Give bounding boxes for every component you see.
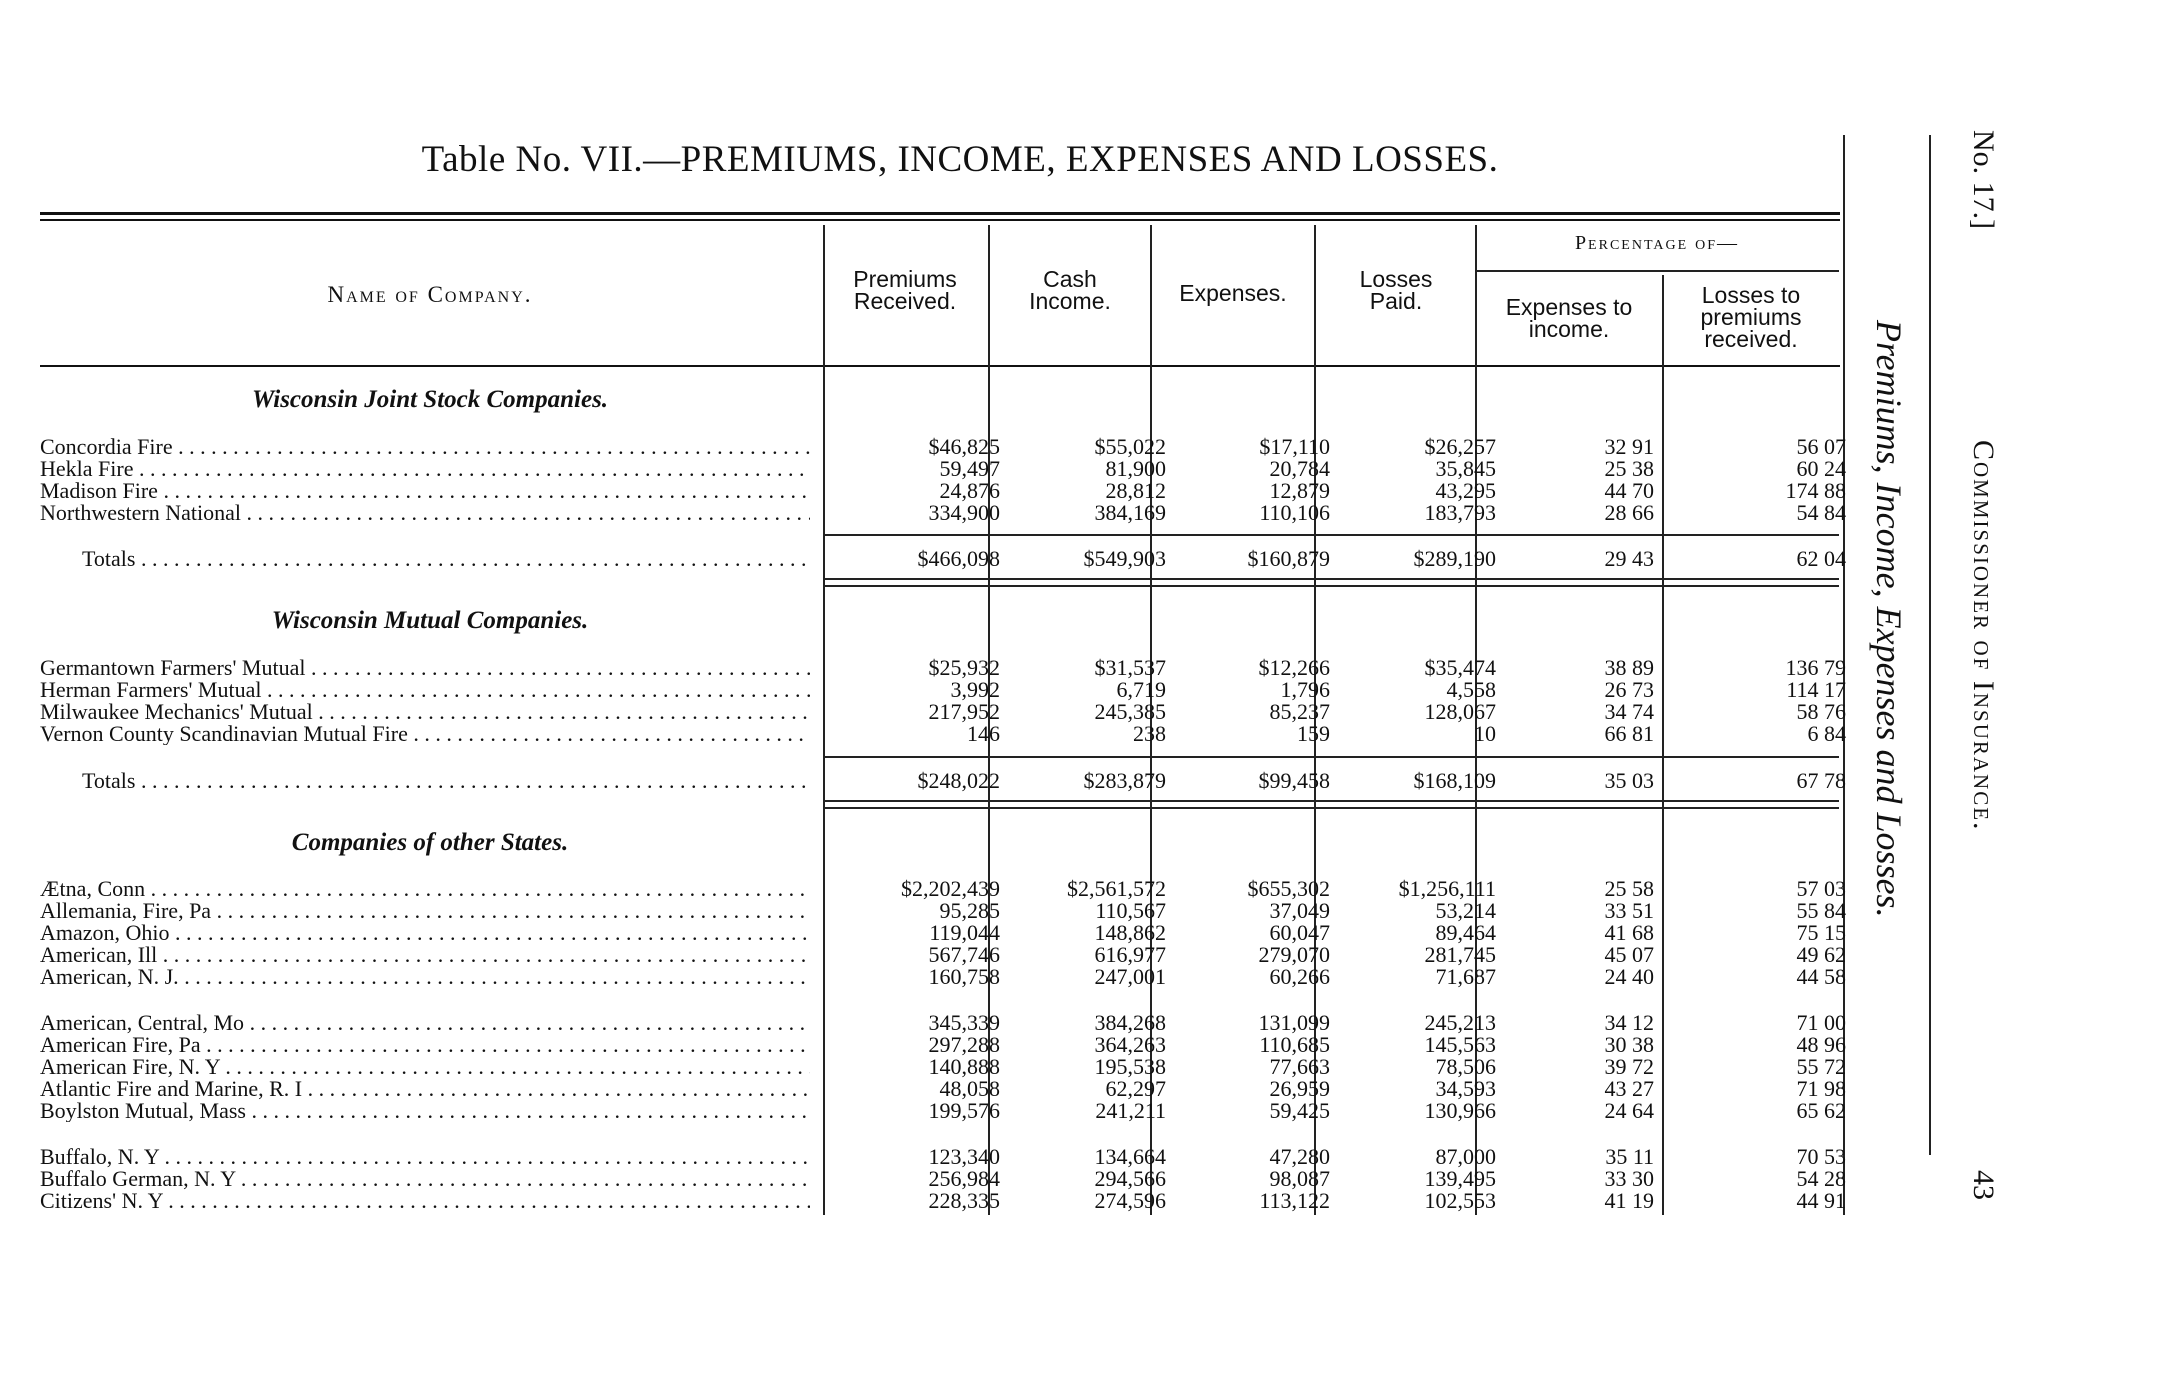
column-header-loss-to-prem: Losses to premiums received. [1700,282,1802,352]
top-rule-2 [40,219,1840,221]
table-row [40,942,1846,967]
expenses-value: 60,266 [1269,964,1330,989]
cash-income-value: 195,538 [1094,1054,1166,1079]
company-name: Allemania, Fire, Pa . . . [40,900,810,922]
column-header-percentage-of: Percentage of— [1574,232,1740,254]
cash-income-value: 110,567 [1095,898,1166,923]
table-row [40,500,1846,525]
exp-pct-value: 32 91 [1604,434,1654,459]
exp-pct-total: 35 03 [1604,768,1654,793]
premiums-value: 345,339 [928,1010,1000,1035]
losses-total: $168,109 [1413,768,1496,793]
premiums-value: 567,746 [928,942,1000,967]
table-row [40,434,1846,459]
expenses-value: 47,280 [1269,1144,1330,1169]
loss-pct-value: 55 72 [1796,1054,1846,1079]
expenses-value: $655,302 [1247,876,1330,901]
exp-pct-value: 38 89 [1604,655,1654,680]
losses-value: $26,257 [1424,434,1496,459]
losses-value: 43,295 [1435,478,1496,503]
company-name: Amazon, Ohio . . . [40,922,810,944]
loss-pct-value: 44 58 [1796,964,1846,989]
cash-income-value: $2,561,572 [1067,876,1166,901]
company-name: Madison Fire . . . [40,480,810,502]
table-row [40,1032,1846,1057]
premiums-value: 95,285 [939,898,1000,923]
column-header-exp-to-income: Expenses to income. [1505,294,1633,342]
expenses-value: 85,237 [1269,699,1330,724]
loss-pct-value: 75 15 [1796,920,1846,945]
exp-pct-value: 33 30 [1604,1166,1654,1191]
exp-pct-value: 34 74 [1604,699,1654,724]
loss-pct-value: 56 07 [1796,434,1846,459]
expenses-value: 113,122 [1259,1188,1330,1213]
loss-pct-value: 48 96 [1796,1032,1846,1057]
company-name: American Fire, Pa . . . [40,1034,810,1056]
cash-income-value: 245,385 [1094,699,1166,724]
premiums-value: 297,288 [928,1032,1000,1057]
running-header [1960,130,2000,1230]
issue-number: No. 17.] [1967,130,2000,230]
company-name: Buffalo German, N. Y . . . [40,1168,810,1190]
expenses-value: 20,784 [1269,456,1330,481]
cash-income-value: 238 [1133,721,1166,746]
cash-income-value: 274,596 [1094,1188,1166,1213]
total-double-rule [825,800,1839,802]
section-title: Companies of other States. [291,829,569,856]
company-name: Vernon County Scandinavian Mutual Fire . . . [40,723,810,745]
premiums-value: 119,044 [929,920,1000,945]
premiums-value: 199,576 [928,1098,1000,1123]
loss-pct-value: 49 62 [1796,942,1846,967]
table-row [40,456,1846,481]
losses-value: 130,966 [1424,1098,1496,1123]
premiums-value: $46,825 [928,434,1000,459]
premiums-value: 334,900 [928,500,1000,525]
losses-value: 78,506 [1435,1054,1496,1079]
premiums-value: 24,876 [939,478,1000,503]
cash-income-value: 134,664 [1094,1144,1166,1169]
table-row [40,920,1846,945]
losses-value: 53,214 [1435,898,1496,923]
percentage-rule [1477,270,1839,272]
losses-value: 71,687 [1435,964,1496,989]
loss-pct-value: 136 79 [1785,655,1846,680]
totals-row [40,768,1846,793]
subtotal-rule [825,756,1839,758]
losses-value: 128,067 [1424,699,1496,724]
losses-value: 89,464 [1435,920,1496,945]
loss-pct-value: 57 03 [1796,876,1846,901]
loss-pct-value: 71 98 [1796,1076,1846,1101]
header-bottom-rule [40,365,1840,367]
premiums-total: $466,098 [917,546,1000,571]
cash-income-total: $283,879 [1083,768,1166,793]
table-row [40,876,1846,901]
expenses-value: 37,049 [1269,898,1330,923]
column-header-premiums: Premiums Received. [853,266,957,314]
loss-pct-value: 71 00 [1796,1010,1846,1035]
company-name: Herman Farmers' Mutual . . . [40,679,810,701]
expenses-value: 98,087 [1269,1166,1330,1191]
loss-pct-total: 67 78 [1796,768,1846,793]
loss-pct-value: 44 91 [1796,1188,1846,1213]
cash-income-value: 247,001 [1094,964,1166,989]
table-row [40,1166,1846,1191]
losses-value: 139,495 [1424,1166,1496,1191]
column-header-losses: Losses Paid. [1359,266,1433,314]
expenses-value: 279,070 [1258,942,1330,967]
table-row [40,964,1846,989]
cash-income-value: 616,977 [1094,942,1166,967]
loss-pct-total: 62 04 [1796,546,1846,571]
column-header-cash-income: Cash Income. [1029,266,1111,314]
company-name: American, Central, Mo . . . [40,1012,810,1034]
company-name: Ætna, Conn . . . [40,878,810,900]
losses-value: $35,474 [1424,655,1496,680]
total-double-rule [825,578,1839,580]
company-name: American Fire, N. Y . . . [40,1056,810,1078]
total-double-rule [825,585,1839,587]
top-rule [40,212,1840,215]
column-header-expenses: Expenses. [1179,280,1287,306]
commissioner-title: Commissioner of Insurance. [1967,440,2000,832]
exp-pct-value: 26 73 [1604,677,1654,702]
premiums-value: 140,888 [928,1054,1000,1079]
company-name: Boylston Mutual, Mass . . . [40,1100,810,1122]
cash-income-value: 81,900 [1105,456,1166,481]
losses-value: 87,000 [1435,1144,1496,1169]
column-header-name: Name of Company. [327,282,533,307]
table-row [40,699,1846,724]
loss-pct-value: 70 53 [1796,1144,1846,1169]
cash-income-value: 384,169 [1094,500,1166,525]
total-double-rule [825,807,1839,809]
losses-value: 4,558 [1446,677,1496,702]
losses-value: $1,256,111 [1398,876,1496,901]
table-row [40,721,1846,746]
expenses-total: $99,458 [1258,768,1330,793]
cash-income-value: 241,211 [1095,1098,1166,1123]
losses-value: 102,553 [1424,1188,1496,1213]
premiums-value: 123,340 [928,1144,1000,1169]
losses-value: 10 [1474,721,1496,746]
losses-value: 245,213 [1424,1010,1496,1035]
exp-pct-value: 33 51 [1604,898,1654,923]
cash-income-value: $55,022 [1094,434,1166,459]
expenses-value: 77,663 [1269,1054,1330,1079]
exp-pct-value: 43 27 [1604,1076,1654,1101]
losses-value: 35,845 [1435,456,1496,481]
totals-label: Totals . . . [82,770,810,792]
table-row [40,655,1846,680]
premiums-total: $248,022 [917,768,1000,793]
premiums-value: 256,984 [928,1166,1000,1191]
company-name: Northwestern National . . . [40,502,810,524]
expenses-value: 12,879 [1269,478,1330,503]
loss-pct-value: 58 76 [1796,699,1846,724]
premiums-value: 146 [967,721,1000,746]
company-name: Concordia Fire . . . [40,436,810,458]
exp-pct-value: 45 07 [1604,942,1654,967]
expenses-value: 1,796 [1280,677,1330,702]
expenses-total: $160,879 [1247,546,1330,571]
premiums-value: 3,992 [950,677,1000,702]
expenses-value: 159 [1297,721,1330,746]
right-border-2 [1929,135,1931,1155]
expenses-value: 60,047 [1269,920,1330,945]
premiums-value: $2,202,439 [901,876,1000,901]
totals-row [40,546,1846,571]
expenses-value: 26,959 [1269,1076,1330,1101]
premiums-value: 160,758 [928,964,1000,989]
exp-pct-value: 41 68 [1604,920,1654,945]
exp-pct-value: 39 72 [1604,1054,1654,1079]
exp-pct-value: 41 19 [1604,1188,1654,1213]
exp-pct-value: 66 81 [1604,721,1654,746]
side-title: Premiums, Income, Expenses and Losses. [1869,320,1909,918]
table-row [40,1098,1846,1123]
loss-pct-value: 55 84 [1796,898,1846,923]
expenses-value: 59,425 [1269,1098,1330,1123]
cash-income-value: 294,566 [1094,1166,1166,1191]
loss-pct-value: 60 24 [1796,456,1846,481]
expenses-value: $17,110 [1259,434,1330,459]
exp-pct-value: 35 11 [1605,1144,1654,1169]
company-name: American, Ill . . . [40,944,810,966]
loss-pct-value: 114 17 [1786,677,1846,702]
expenses-value: $12,266 [1258,655,1330,680]
table-row [40,478,1846,503]
subtotal-rule [825,534,1839,536]
totals-label: Totals . . . [82,548,810,570]
table-row [40,1076,1846,1101]
exp-pct-value: 25 38 [1604,456,1654,481]
company-name: Milwaukee Mechanics' Mutual . . . [40,701,810,723]
exp-pct-total: 29 43 [1604,546,1654,571]
page-number: 43 [1967,1170,2000,1200]
company-name: Hekla Fire . . . [40,458,810,480]
exp-pct-value: 24 64 [1604,1098,1654,1123]
losses-value: 183,793 [1424,500,1496,525]
loss-pct-value: 6 84 [1807,721,1846,746]
premiums-value: 228,335 [928,1188,1000,1213]
table-row [40,1010,1846,1035]
cash-income-value: 6,719 [1116,677,1166,702]
losses-value: 145,563 [1424,1032,1496,1057]
company-name: Germantown Farmers' Mutual . . . [40,657,810,679]
premiums-value: 59,497 [939,456,1000,481]
cash-income-value: 148,862 [1094,920,1166,945]
section-title: Wisconsin Mutual Companies. [271,607,589,634]
cash-income-value: 62,297 [1105,1076,1166,1101]
exp-pct-value: 30 38 [1604,1032,1654,1057]
table-row [40,898,1846,923]
table-row [40,1144,1846,1169]
section-title: Wisconsin Joint Stock Companies. [251,386,609,413]
company-name: Buffalo, N. Y . . . [40,1146,810,1168]
exp-pct-value: 34 12 [1604,1010,1654,1035]
loss-pct-value: 65 62 [1796,1098,1846,1123]
expenses-value: 110,106 [1259,500,1330,525]
table-row [40,677,1846,702]
loss-pct-value: 54 84 [1796,500,1846,525]
cash-income-value: 384,268 [1094,1010,1166,1035]
table-row [40,1054,1846,1079]
exp-pct-value: 24 40 [1604,964,1654,989]
table-row [40,1188,1846,1213]
loss-pct-value: 54 28 [1796,1166,1846,1191]
cash-income-total: $549,903 [1083,546,1166,571]
losses-total: $289,190 [1413,546,1496,571]
company-name: Citizens' N. Y . . . [40,1190,810,1212]
company-name: American, N. J. . . . [40,966,810,988]
losses-value: 281,745 [1424,942,1496,967]
loss-pct-value: 174 88 [1785,478,1846,503]
expenses-value: 110,685 [1259,1032,1330,1057]
exp-pct-value: 25 58 [1604,876,1654,901]
company-name: Atlantic Fire and Marine, R. I . . . [40,1078,810,1100]
premiums-value: $25,932 [928,655,1000,680]
losses-value: 34,593 [1435,1076,1496,1101]
exp-pct-value: 28 66 [1604,500,1654,525]
expenses-value: 131,099 [1258,1010,1330,1035]
cash-income-value: $31,537 [1094,655,1166,680]
premiums-value: 217,952 [928,699,1000,724]
cash-income-value: 364,263 [1094,1032,1166,1057]
premiums-value: 48,058 [939,1076,1000,1101]
exp-pct-value: 44 70 [1604,478,1654,503]
page-title: Table No. VII.—PREMIUMS, INCOME, EXPENSES AND LOSSES. [421,139,1499,180]
cash-income-value: 28,812 [1105,478,1166,503]
